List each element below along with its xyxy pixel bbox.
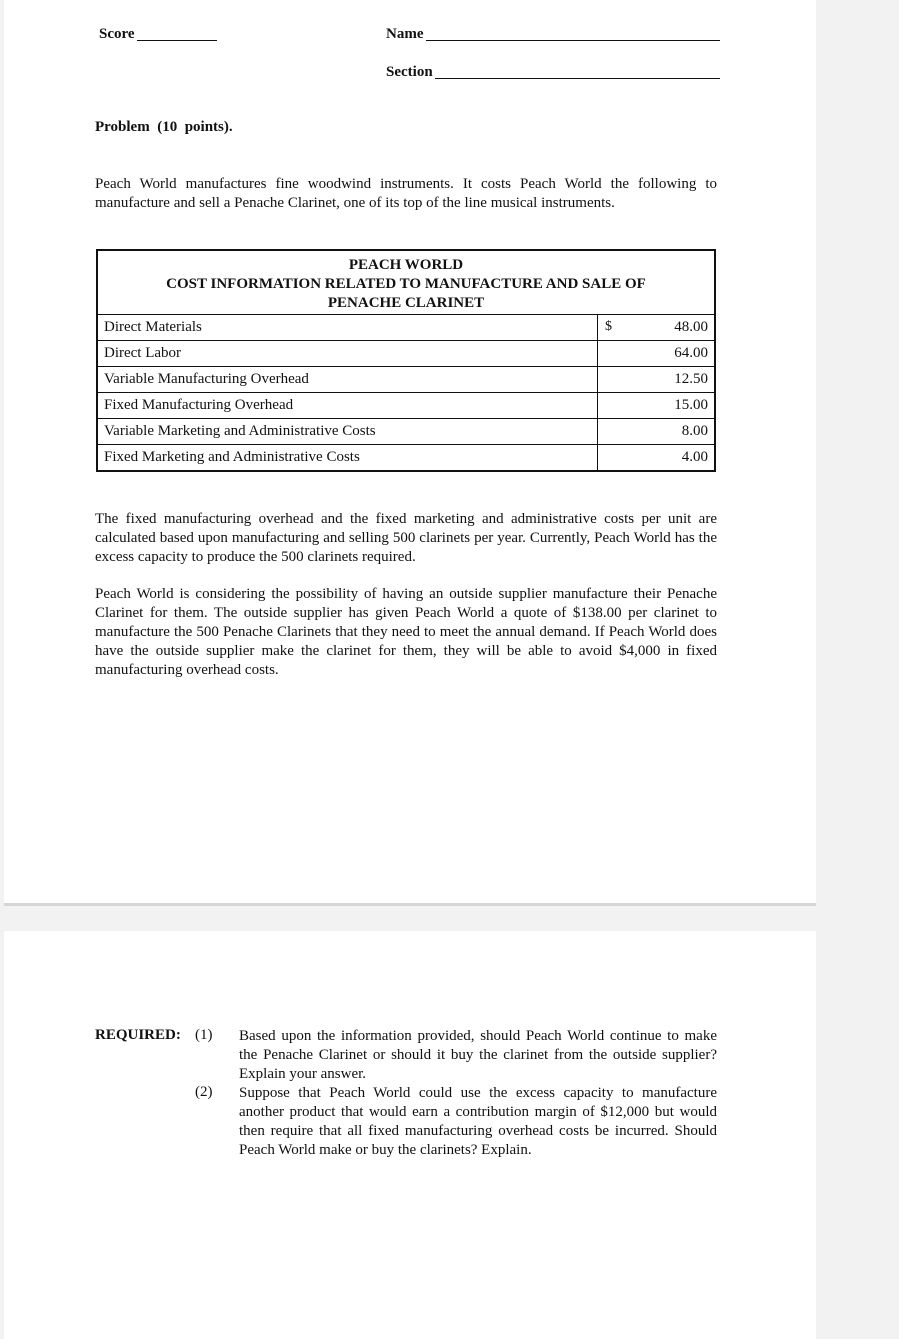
cost-row-value: 64.00 — [674, 345, 708, 361]
cost-table-title-line1: PEACH WORLD — [348, 257, 464, 273]
cost-row-value: 8.00 — [681, 423, 708, 439]
cost-row-value: 48.00 — [674, 319, 708, 335]
required-item-number: (2) — [195, 1084, 213, 1100]
cost-row-label: Fixed Manufacturing Overhead — [97, 393, 598, 419]
cost-row-label: Fixed Marketing and Administrative Costs — [97, 445, 598, 472]
required-item-text: Based upon the information provided, should Peach World continue to make the Penache Clarinet or should it buy the clarinet from the outside supplier? Explain your answer. — [239, 1028, 717, 1082]
table-row — [97, 393, 715, 419]
name-blank — [426, 40, 720, 41]
cost-row-amount — [598, 341, 716, 367]
paragraph-fixed-costs: The fixed manufacturing overhead and the fixed marketing and administrative costs per unit are calculated based upon manufacturing and selling 500 clarinets per year. Currently, Peach World has the excess capacity to produce the 500 clarinets required. — [95, 511, 717, 565]
score-label: Score — [99, 26, 135, 42]
page-separator — [4, 903, 816, 906]
table-row — [97, 315, 715, 341]
cost-row-amount — [598, 393, 716, 419]
required-label: REQUIRED: — [95, 1027, 181, 1043]
required-item-text: Suppose that Peach World could use the excess capacity to manufacture another product that would earn a contribution margin of $12,000 but would then require that all fixed manufacturing overhead costs be incurred. Should Peach World make or buy the clarinets? Explain. — [239, 1085, 717, 1158]
cost-row-amount — [598, 367, 716, 393]
table-row — [97, 341, 715, 367]
cost-row-value: 12.50 — [674, 371, 708, 387]
cost-row-label: Variable Manufacturing Overhead — [97, 367, 598, 393]
cost-table — [96, 249, 716, 472]
problem-intro: Peach World manufactures fine woodwind instruments. It costs Peach World the following to manufacture and sell a Penache Clarinet, one of its top of the line musical instruments. — [95, 176, 717, 211]
cost-row-amount — [598, 419, 716, 445]
cost-row-amount — [598, 315, 716, 341]
currency-symbol: $ — [605, 319, 612, 334]
paragraph-outside-supplier: Peach World is considering the possibility of having an outside supplier manufacture their Penache Clarinet for them. The outside supplier has given Peach World a quote of $138.00 per clarinet to manufacture the 500 Penache Clarinets that they need to meet the annual demand. If Peach World does have the outside supplier make the clarinet for them, they will be able to avoid $4,000 in fixed manufacturing overhead costs. — [95, 586, 717, 678]
cost-row-amount — [598, 445, 716, 472]
table-row — [97, 445, 715, 472]
score-blank — [137, 40, 217, 41]
problem-title: Problem (10 points). — [95, 119, 233, 135]
section-blank — [435, 78, 720, 79]
cost-table-title-line2: COST INFORMATION RELATED TO MANUFACTURE AND SALE OF PENACHE CLARINET — [166, 276, 646, 311]
cost-row-label: Direct Materials — [97, 315, 598, 341]
cost-row-label: Variable Marketing and Administrative Costs — [97, 419, 598, 445]
cost-table-title — [97, 250, 715, 315]
table-row — [97, 419, 715, 445]
cost-row-value: 15.00 — [674, 397, 708, 413]
cost-table-title-row — [97, 250, 715, 315]
cost-row-value: 4.00 — [681, 449, 708, 465]
section-label: Section — [386, 64, 433, 80]
name-label: Name — [386, 26, 424, 42]
table-row — [97, 367, 715, 393]
required-item-number: (1) — [195, 1027, 213, 1043]
cost-row-label: Direct Labor — [97, 341, 598, 367]
